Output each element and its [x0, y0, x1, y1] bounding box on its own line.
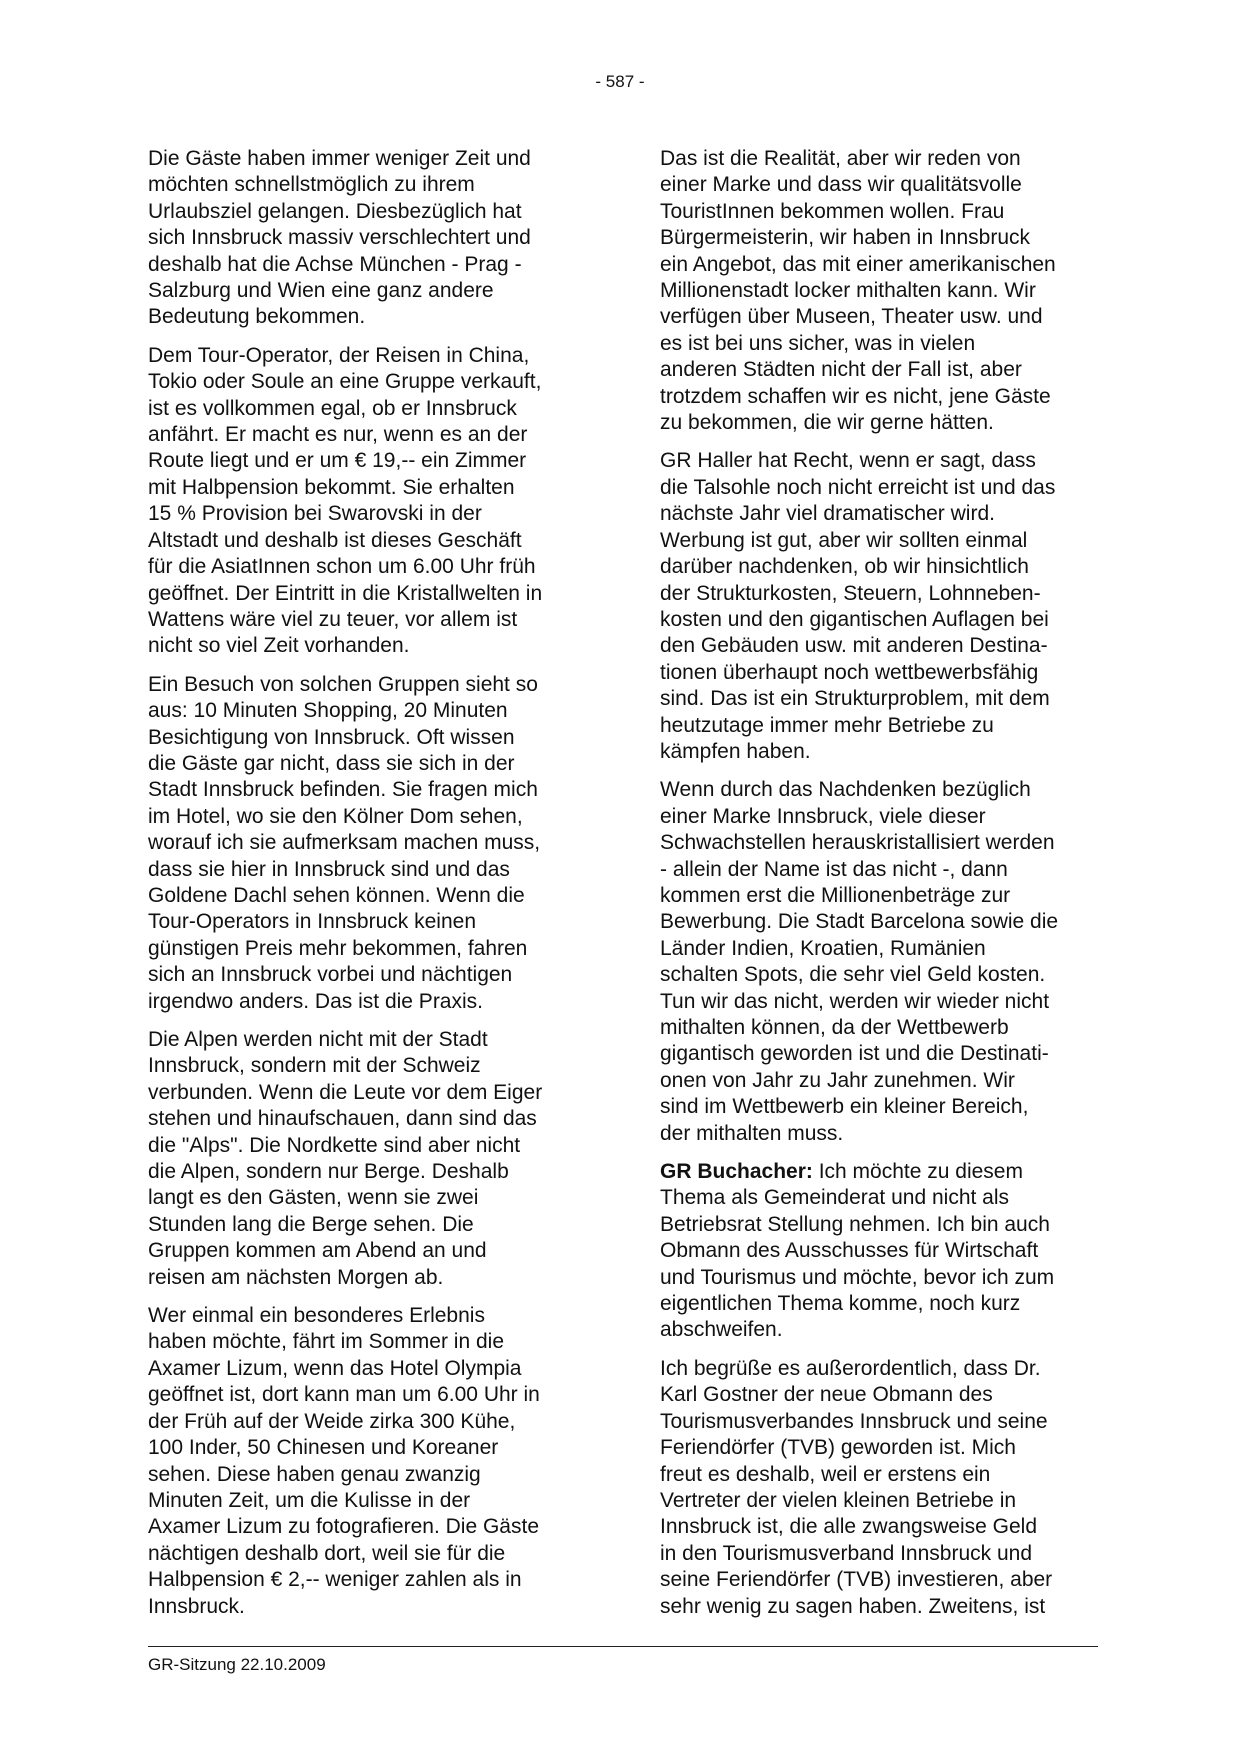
- right-column: [660, 146, 1100, 1632]
- footer-session-date: GR-Sitzung 22.10.2009: [148, 1655, 326, 1674]
- paragraph: Ich begrüße es außerordentlich, dass Dr. Karl Gostner der neue Obmann des Tourismusverbandes Innsbruck und seine Feriendörfer (TVB) geworden ist. Mich freut es deshalb, weil er erstens ein Vertreter der vielen kleinen Betriebe in Innsbruck ist, die alle zwangsweise Geld in den Tourismusverband Innsbruck und seine Feriendörfer (TVB) investieren, aber sehr wenig zu sagen haben. Zweitens, ist: [660, 1356, 1053, 1618]
- paragraph: Dem Tour-Operator, der Reisen in China, Tokio oder Soule an eine Gruppe verkauft, ist es vollkommen egal, ob er Innsbruck anfährt. Er macht es nur, wenn es an der Route liegt und er um € 19,-- ein Zimmer mit Halbpension bekommt. Sie erhalten 15 % Provision bei Swarovski in der Altstadt und deshalb ist dieses Geschäft für die AsiatInnen schon um 6.00 Uhr früh geöffnet. Der Eintritt in die Kristallwelten in Wattens wäre viel zu teuer, vor allem ist nicht so viel Zeit vorhanden.: [148, 343, 543, 658]
- speaker-text: Ich möchte zu diesem Thema als Gemeinderat und nicht als Betriebsrat Stellung nehmen. Ich bin auch Obmann des Ausschusses für Wirtschaft und Tourismus und möchte, bevor ich zum eigentlichen Thema komme, noch kurz abschweifen.: [660, 1160, 1055, 1342]
- paragraph: Ein Besuch von solchen Gruppen sieht so aus: 10 Minuten Shopping, 20 Minuten Besichtigung von Innsbruck. Oft wissen die Gäste gar nicht, dass sie sich in der Stadt Innsbruck befinden. Sie fragen mich im Hotel, wo sie den Kölner Dom sehen, worauf ich sie aufmerksam machen muss, dass sie hier in Innsbruck sind und das Goldene Dachl sehen können. Wenn die Tour-Operators in Innsbruck keinen günstigen Preis mehr bekommen, fahren sich an Innsbruck vorbei und nächtigen irgendwo anders. Das ist die Praxis.: [148, 672, 541, 1013]
- footer-divider: [148, 1646, 1098, 1647]
- paragraph: Das ist die Realität, aber wir reden von einer Marke und dass wir qualitätsvolle TouristInnen bekommen wollen. Frau Bürgermeisterin, wir haben in Innsbruck ein Angebot, das mit einer amerikanischen Millionenstadt locker mithalten kann. Wir verfügen über Museen, Theater usw. und es ist bei uns sicher, was in vielen anderen Städten nicht der Fall ist, aber trotzdem schaffen wir es nicht, jene Gäste zu bekommen, die wir gerne hätten.: [660, 147, 1056, 435]
- speaker-name: GR Buchacher:: [660, 1160, 813, 1184]
- left-column: [148, 146, 588, 1632]
- paragraph: Die Gäste haben immer weniger Zeit und möchten schnellstmöglich zu ihrem Urlaubsziel gelangen. Diesbezüglich hat sich Innsbruck massiv verschlechtert und deshalb hat die Achse München - Prag - Salzburg und Wien eine ganz andere Bedeutung bekommen.: [148, 147, 531, 329]
- paragraph: Wenn durch das Nachdenken bezüglich einer Marke Innsbruck, viele dieser Schwachstellen herauskristallisiert werden - allein der Name ist das nicht -, dann kommen erst die Millionenbeträge zur Bewerbung. Die Stadt Barcelona sowie die Länder Indien, Kroatien, Rumänien schalten Spots, die sehr viel Geld kosten. Tun wir das nicht, werden wir wieder nicht mithalten können, da der Wettbewerb gigantisch geworden ist und die Destinati- onen von Jahr zu Jahr zunehmen. Wir sind im Wettbewerb ein kleiner Bereich, der mithalten muss.: [660, 778, 1059, 1145]
- paragraph: GR Haller hat Recht, wenn er sagt, dass die Talsohle noch nicht erreicht ist und das nächste Jahr viel dramatischer wird. Werbung ist gut, aber wir sollten einmal darüber nachdenken, ob wir hinsichtlich der Strukturkosten, Steuern, Lohnneben- kosten und den gigantischen Auflagen bei den Gebäuden usw. mit anderen Destina- tionen überhaupt noch wettbewerbsfähig sind. Das ist ein Strukturproblem, mit dem heutzutage immer mehr Betriebe zu kämpfen haben.: [660, 449, 1056, 763]
- page-number: - 587 -: [595, 72, 645, 91]
- speaker-paragraph: [660, 1159, 1100, 1344]
- paragraph: Die Alpen werden nicht mit der Stadt Innsbruck, sondern mit der Schweiz verbunden. Wenn die Leute vor dem Eiger stehen und hinaufschauen, dann sind das die "Alps". Die Nordkette sind aber nicht die Alpen, sondern nur Berge. Deshalb langt es den Gästen, wenn sie zwei Stunden lang die Berge sehen. Die Gruppen kommen am Abend an und reisen am nächsten Morgen ab.: [148, 1028, 543, 1289]
- paragraph: Wer einmal ein besonderes Erlebnis haben möchte, fährt im Sommer in die Axamer Lizum, wenn das Hotel Olympia geöffnet ist, dort kann man um 6.00 Uhr in der Früh auf der Weide zirka 300 Kühe, 100 Inder, 50 Chinesen und Koreaner sehen. Diese haben genau zwanzig Minuten Zeit, um die Kulisse in der Axamer Lizum zu fotografieren. Die Gäste nächtigen deshalb dort, weil sie für die Halbpension € 2,-- weniger zahlen als in Innsbruck.: [148, 1304, 540, 1618]
